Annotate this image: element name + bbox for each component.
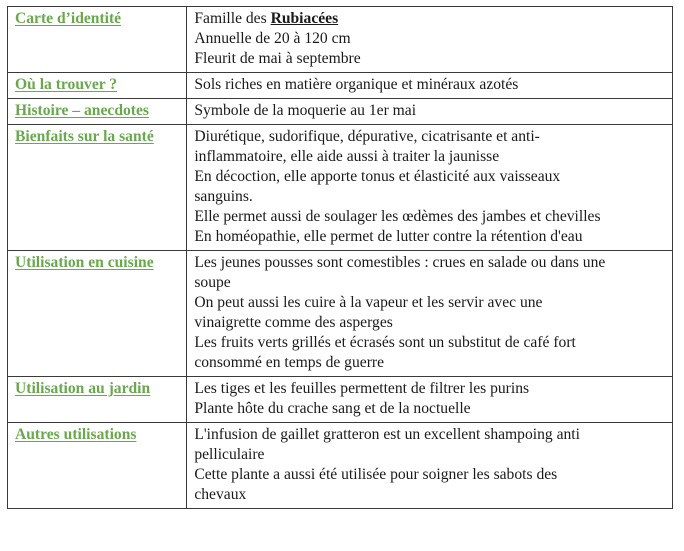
row-label-cell — [8, 99, 187, 125]
table-row-habitat — [8, 73, 673, 99]
row-value-cell — [187, 125, 673, 251]
row-value-cell — [187, 7, 673, 73]
value-line: Annuelle de 20 à 120 cm — [194, 30, 351, 47]
family-line — [194, 9, 666, 29]
value-line: Cette plante a aussi été utilisée pour soigner les sabots des — [194, 466, 558, 483]
value-line: Symbole de la moquerie au 1er mai — [194, 102, 417, 119]
value-line: Plante hôte du crache sang et de la noctuelle — [194, 400, 471, 417]
table-row-other-uses — [8, 423, 673, 509]
table-row-cooking — [8, 251, 673, 377]
row-label: Bienfaits sur la santé — [15, 128, 154, 145]
row-label: Utilisation en cuisine — [15, 254, 154, 271]
table-row-identity — [8, 7, 673, 73]
row-label: Où la trouver ? — [15, 76, 118, 93]
value-line: pelliculaire — [194, 446, 265, 463]
value-line: L'infusion de gaillet gratteron est un excellent shampoing anti — [194, 426, 580, 443]
table-row-history — [8, 99, 673, 125]
value-line: Sols riches en matière organique et minéraux azotés — [194, 76, 519, 93]
row-label-cell — [8, 377, 187, 423]
row-label: Utilisation au jardin — [15, 380, 151, 397]
value-line: Les jeunes pousses sont comestibles : crues en salade ou dans une — [194, 254, 606, 271]
row-value-cell — [187, 99, 673, 125]
row-label-cell — [8, 125, 187, 251]
value-line: Fleurit de mai à septembre — [194, 50, 361, 67]
table-row-garden — [8, 377, 673, 423]
value-line: chevaux — [194, 486, 247, 503]
value-line: soupe — [194, 274, 231, 291]
row-label: Autres utilisations — [15, 426, 137, 443]
row-value-cell — [187, 377, 673, 423]
family-prefix: Famille des — [194, 10, 271, 27]
value-line: consommé en temps de guerre — [194, 354, 385, 371]
value-line: En décoction, elle apporte tonus et élasticité aux vaisseaux — [194, 168, 561, 185]
value-line: En homéopathie, elle permet de lutter contre la rétention d'eau — [194, 228, 583, 245]
plant-info-table — [7, 6, 673, 509]
family-name: Rubiacées — [270, 10, 339, 27]
value-line: On peut aussi les cuire à la vapeur et les servir avec une — [194, 294, 543, 311]
value-line: Elle permet aussi de soulager les œdèmes des jambes et chevilles — [194, 208, 601, 225]
row-value-cell — [187, 73, 673, 99]
value-line: inflammatoire, elle aide aussi à traiter la jaunisse — [194, 148, 500, 165]
value-line: Les fruits verts grillés et écrasés sont un substitut de café fort — [194, 334, 576, 351]
row-label-cell — [8, 7, 187, 73]
row-label-cell — [8, 73, 187, 99]
row-label: Carte d’identité — [15, 10, 122, 27]
value-line: Diurétique, sudorifique, dépurative, cicatrisante et anti- — [194, 128, 540, 145]
value-line: sanguins. — [194, 188, 253, 205]
row-value-cell — [187, 423, 673, 509]
row-label-cell — [8, 423, 187, 509]
row-label-cell — [8, 251, 187, 377]
value-line: Les tiges et les feuilles permettent de filtrer les purins — [194, 380, 530, 397]
row-label: Histoire – anecdotes — [15, 102, 149, 119]
value-line: vinaigrette comme des asperges — [194, 314, 393, 331]
row-value-cell — [187, 251, 673, 377]
table-row-health — [8, 125, 673, 251]
